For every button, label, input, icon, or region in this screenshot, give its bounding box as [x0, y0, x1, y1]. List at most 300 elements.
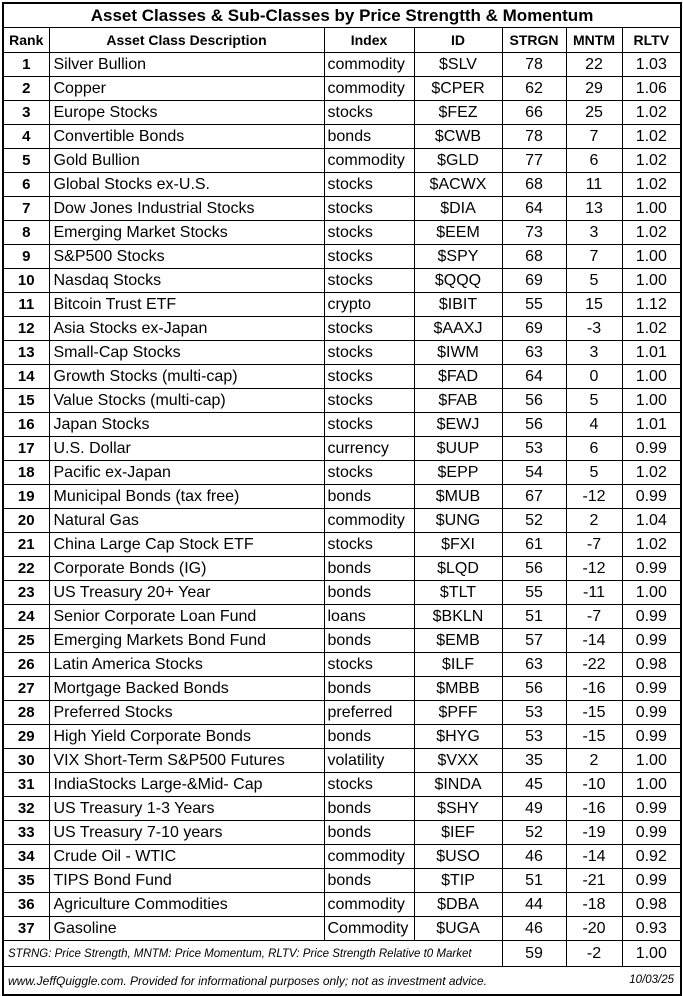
id-cell: $SHY [414, 797, 502, 821]
description-cell: China Large Cap Stock ETF [49, 533, 324, 557]
index-cell: commodity [324, 53, 414, 77]
description-cell: Global Stocks ex-U.S. [49, 173, 324, 197]
index-cell: loans [324, 605, 414, 629]
description-cell: Japan Stocks [49, 413, 324, 437]
legend-text: STRNG: Price Strength, MNTM: Price Momentum, RLTV: Price Strength Relative t0 Market [3, 941, 502, 967]
mntm-cell: 5 [566, 389, 622, 413]
index-cell: commodity [324, 509, 414, 533]
id-cell: $EWJ [414, 413, 502, 437]
table-row [3, 149, 681, 173]
description-cell: High Yield Corporate Bonds [49, 725, 324, 749]
mntm-cell: -21 [566, 869, 622, 893]
description-cell: Bitcoin Trust ETF [49, 293, 324, 317]
rank-cell: 24 [3, 605, 49, 629]
id-cell: $MUB [414, 485, 502, 509]
strgn-cell: 57 [502, 629, 566, 653]
index-cell: bonds [324, 869, 414, 893]
strgn-cell: 61 [502, 533, 566, 557]
id-cell: $ACWX [414, 173, 502, 197]
rank-cell: 14 [3, 365, 49, 389]
table-row [3, 557, 681, 581]
table-row [3, 917, 681, 941]
description-cell: Preferred Stocks [49, 701, 324, 725]
rank-cell: 10 [3, 269, 49, 293]
table-row [3, 845, 681, 869]
id-cell: $DBA [414, 893, 502, 917]
id-cell: $HYG [414, 725, 502, 749]
table-row [3, 317, 681, 341]
rank-cell: 9 [3, 245, 49, 269]
strgn-cell: 73 [502, 221, 566, 245]
strgn-cell: 64 [502, 197, 566, 221]
rank-cell: 37 [3, 917, 49, 941]
rltv-cell: 1.02 [622, 221, 681, 245]
table-row [3, 581, 681, 605]
id-cell: $LQD [414, 557, 502, 581]
rltv-cell: 0.99 [622, 821, 681, 845]
column-header-mntm: MNTM [566, 28, 622, 53]
table-row [3, 509, 681, 533]
strgn-cell: 64 [502, 365, 566, 389]
index-cell: stocks [324, 341, 414, 365]
table-row [3, 677, 681, 701]
description-cell: US Treasury 1-3 Years [49, 797, 324, 821]
rltv-cell: 1.04 [622, 509, 681, 533]
rltv-cell: 1.12 [622, 293, 681, 317]
column-header-rltv: RLTV [622, 28, 681, 53]
table-row [3, 437, 681, 461]
rank-cell: 29 [3, 725, 49, 749]
index-cell: stocks [324, 413, 414, 437]
rank-cell: 34 [3, 845, 49, 869]
strgn-cell: 66 [502, 101, 566, 125]
table-row [3, 653, 681, 677]
mntm-cell: 29 [566, 77, 622, 101]
table-row [3, 605, 681, 629]
strgn-cell: 44 [502, 893, 566, 917]
table-row [3, 533, 681, 557]
rltv-cell: 1.00 [622, 773, 681, 797]
id-cell: $VXX [414, 749, 502, 773]
rltv-cell: 1.02 [622, 461, 681, 485]
id-cell: $DIA [414, 197, 502, 221]
description-cell: Pacific ex-Japan [49, 461, 324, 485]
table-row [3, 725, 681, 749]
mntm-cell: 13 [566, 197, 622, 221]
footer-disclaimer: www.JeffQuiggle.com. Provided for informational purposes only; not as investment advice. [8, 973, 487, 988]
index-cell: bonds [324, 677, 414, 701]
table-body [3, 53, 681, 941]
mntm-cell: 22 [566, 53, 622, 77]
index-cell: preferred [324, 701, 414, 725]
column-header-strgn: STRGN [502, 28, 566, 53]
table-row [3, 125, 681, 149]
id-cell: $EMB [414, 629, 502, 653]
rank-cell: 1 [3, 53, 49, 77]
index-cell: stocks [324, 653, 414, 677]
rltv-cell: 0.99 [622, 485, 681, 509]
rltv-cell: 1.00 [622, 389, 681, 413]
description-cell: Senior Corporate Loan Fund [49, 605, 324, 629]
index-cell: stocks [324, 389, 414, 413]
table-row [3, 893, 681, 917]
table-row [3, 413, 681, 437]
index-cell: stocks [324, 245, 414, 269]
mntm-cell: -20 [566, 917, 622, 941]
strgn-cell: 55 [502, 581, 566, 605]
column-header-id: ID [414, 28, 502, 53]
table-row [3, 461, 681, 485]
description-cell: Growth Stocks (multi-cap) [49, 365, 324, 389]
mntm-cell: 15 [566, 293, 622, 317]
strgn-cell: 68 [502, 245, 566, 269]
index-cell: Commodity [324, 917, 414, 941]
strgn-cell: 69 [502, 317, 566, 341]
rltv-cell: 0.99 [622, 701, 681, 725]
mntm-cell: 7 [566, 125, 622, 149]
rank-cell: 26 [3, 653, 49, 677]
table-row [3, 821, 681, 845]
rank-cell: 3 [3, 101, 49, 125]
id-cell: $IEF [414, 821, 502, 845]
rank-cell: 15 [3, 389, 49, 413]
id-cell: $FAB [414, 389, 502, 413]
mntm-cell: -16 [566, 797, 622, 821]
id-cell: $IBIT [414, 293, 502, 317]
rank-cell: 11 [3, 293, 49, 317]
rank-cell: 30 [3, 749, 49, 773]
strgn-cell: 68 [502, 173, 566, 197]
rltv-cell: 0.99 [622, 557, 681, 581]
strgn-cell: 46 [502, 917, 566, 941]
id-cell: $UGA [414, 917, 502, 941]
rank-cell: 27 [3, 677, 49, 701]
index-cell: stocks [324, 773, 414, 797]
description-cell: Corporate Bonds (IG) [49, 557, 324, 581]
rltv-cell: 1.02 [622, 317, 681, 341]
index-cell: commodity [324, 149, 414, 173]
index-cell: bonds [324, 581, 414, 605]
table-row [3, 77, 681, 101]
table-row [3, 197, 681, 221]
mntm-cell: -10 [566, 773, 622, 797]
rltv-cell: 0.99 [622, 797, 681, 821]
strgn-cell: 53 [502, 437, 566, 461]
index-cell: stocks [324, 197, 414, 221]
table-row [3, 173, 681, 197]
strgn-cell: 56 [502, 413, 566, 437]
description-cell: Gold Bullion [49, 149, 324, 173]
rltv-cell: 1.00 [622, 365, 681, 389]
mntm-cell: 4 [566, 413, 622, 437]
rank-cell: 22 [3, 557, 49, 581]
rltv-cell: 1.01 [622, 413, 681, 437]
rltv-cell: 0.98 [622, 893, 681, 917]
mntm-cell: 5 [566, 461, 622, 485]
rank-cell: 6 [3, 173, 49, 197]
table-row [3, 293, 681, 317]
rank-cell: 19 [3, 485, 49, 509]
strgn-cell: 55 [502, 293, 566, 317]
description-cell: S&P500 Stocks [49, 245, 324, 269]
mntm-cell: 3 [566, 221, 622, 245]
id-cell: $CPER [414, 77, 502, 101]
id-cell: $GLD [414, 149, 502, 173]
index-cell: stocks [324, 365, 414, 389]
rank-cell: 23 [3, 581, 49, 605]
rltv-cell: 1.01 [622, 341, 681, 365]
id-cell: $UUP [414, 437, 502, 461]
description-cell: Nasdaq Stocks [49, 269, 324, 293]
description-cell: Mortgage Backed Bonds [49, 677, 324, 701]
mntm-cell: 5 [566, 269, 622, 293]
id-cell: $EPP [414, 461, 502, 485]
index-cell: volatility [324, 749, 414, 773]
mntm-cell: -3 [566, 317, 622, 341]
table-row [3, 485, 681, 509]
table-row [3, 341, 681, 365]
rank-cell: 12 [3, 317, 49, 341]
rltv-cell: 0.99 [622, 725, 681, 749]
rank-cell: 32 [3, 797, 49, 821]
rltv-cell: 1.03 [622, 53, 681, 77]
mntm-cell: 7 [566, 245, 622, 269]
rltv-cell: 0.93 [622, 917, 681, 941]
index-cell: stocks [324, 269, 414, 293]
description-cell: Emerging Markets Bond Fund [49, 629, 324, 653]
column-header-rank: Rank [3, 28, 49, 53]
strgn-cell: 35 [502, 749, 566, 773]
rank-cell: 35 [3, 869, 49, 893]
rank-cell: 18 [3, 461, 49, 485]
id-cell: $FEZ [414, 101, 502, 125]
mntm-cell: -22 [566, 653, 622, 677]
strgn-cell: 63 [502, 341, 566, 365]
index-cell: currency [324, 437, 414, 461]
mntm-cell: -15 [566, 725, 622, 749]
id-cell: $MBB [414, 677, 502, 701]
index-cell: bonds [324, 821, 414, 845]
header-row [3, 28, 681, 53]
rank-cell: 33 [3, 821, 49, 845]
rltv-cell: 1.02 [622, 533, 681, 557]
id-cell: $ILF [414, 653, 502, 677]
id-cell: $EEM [414, 221, 502, 245]
rank-cell: 13 [3, 341, 49, 365]
description-cell: VIX Short-Term S&P500 Futures [49, 749, 324, 773]
rltv-cell: 0.92 [622, 845, 681, 869]
rltv-cell: 1.00 [622, 197, 681, 221]
description-cell: Value Stocks (multi-cap) [49, 389, 324, 413]
description-cell: Agriculture Commodities [49, 893, 324, 917]
rltv-cell: 1.06 [622, 77, 681, 101]
rank-cell: 5 [3, 149, 49, 173]
strgn-cell: 78 [502, 53, 566, 77]
description-cell: Crude Oil - WTIC [49, 845, 324, 869]
table-row [3, 797, 681, 821]
id-cell: $TIP [414, 869, 502, 893]
rltv-cell: 1.02 [622, 101, 681, 125]
description-cell: Latin America Stocks [49, 653, 324, 677]
mntm-cell: -7 [566, 605, 622, 629]
rank-cell: 31 [3, 773, 49, 797]
table-row [3, 629, 681, 653]
table-row [3, 53, 681, 77]
index-cell: stocks [324, 533, 414, 557]
strgn-cell: 56 [502, 557, 566, 581]
id-cell: $PFF [414, 701, 502, 725]
id-cell: $USO [414, 845, 502, 869]
id-cell: $AAXJ [414, 317, 502, 341]
rltv-cell: 1.00 [622, 269, 681, 293]
mntm-cell: -15 [566, 701, 622, 725]
description-cell: Asia Stocks ex-Japan [49, 317, 324, 341]
index-cell: stocks [324, 461, 414, 485]
rank-cell: 25 [3, 629, 49, 653]
index-cell: commodity [324, 893, 414, 917]
description-cell: Gasoline [49, 917, 324, 941]
table-row [3, 389, 681, 413]
id-cell: $CWB [414, 125, 502, 149]
table-row [3, 245, 681, 269]
strgn-cell: 54 [502, 461, 566, 485]
mntm-cell: 6 [566, 437, 622, 461]
table-row [3, 365, 681, 389]
description-cell: Silver Bullion [49, 53, 324, 77]
index-cell: commodity [324, 845, 414, 869]
rank-cell: 21 [3, 533, 49, 557]
strgn-cell: 52 [502, 821, 566, 845]
market-summary-row [3, 941, 681, 967]
description-cell: Small-Cap Stocks [49, 341, 324, 365]
market-strgn: 59 [502, 941, 566, 967]
id-cell: $BKLN [414, 605, 502, 629]
mntm-cell: 6 [566, 149, 622, 173]
strgn-cell: 62 [502, 77, 566, 101]
strgn-cell: 67 [502, 485, 566, 509]
strgn-cell: 51 [502, 605, 566, 629]
rltv-cell: 1.00 [622, 749, 681, 773]
mntm-cell: -12 [566, 485, 622, 509]
rank-cell: 7 [3, 197, 49, 221]
index-cell: commodity [324, 77, 414, 101]
index-cell: stocks [324, 317, 414, 341]
table-row [3, 869, 681, 893]
rank-cell: 8 [3, 221, 49, 245]
strgn-cell: 51 [502, 869, 566, 893]
description-cell: US Treasury 20+ Year [49, 581, 324, 605]
rltv-cell: 1.02 [622, 149, 681, 173]
mntm-cell: -16 [566, 677, 622, 701]
id-cell: $FXI [414, 533, 502, 557]
id-cell: $FAD [414, 365, 502, 389]
id-cell: $UNG [414, 509, 502, 533]
column-header-index: Index [324, 28, 414, 53]
rank-cell: 20 [3, 509, 49, 533]
rltv-cell: 0.99 [622, 629, 681, 653]
mntm-cell: -14 [566, 845, 622, 869]
rank-cell: 4 [3, 125, 49, 149]
table-row [3, 269, 681, 293]
id-cell: $INDA [414, 773, 502, 797]
table-row [3, 221, 681, 245]
market-mntm: -2 [566, 941, 622, 967]
strgn-cell: 69 [502, 269, 566, 293]
rltv-cell: 0.99 [622, 605, 681, 629]
mntm-cell: 11 [566, 173, 622, 197]
index-cell: stocks [324, 101, 414, 125]
rltv-cell: 1.00 [622, 245, 681, 269]
strgn-cell: 56 [502, 677, 566, 701]
rank-cell: 16 [3, 413, 49, 437]
table-row [3, 749, 681, 773]
strgn-cell: 56 [502, 389, 566, 413]
index-cell: bonds [324, 557, 414, 581]
rltv-cell: 0.98 [622, 653, 681, 677]
strgn-cell: 53 [502, 725, 566, 749]
table-row [3, 101, 681, 125]
index-cell: bonds [324, 125, 414, 149]
mntm-cell: -19 [566, 821, 622, 845]
id-cell: $TLT [414, 581, 502, 605]
rank-cell: 36 [3, 893, 49, 917]
mntm-cell: 2 [566, 509, 622, 533]
mntm-cell: 2 [566, 749, 622, 773]
page-title: Asset Classes & Sub-Classes by Price Strengtth & Momentum [3, 3, 681, 28]
index-cell: bonds [324, 797, 414, 821]
strgn-cell: 52 [502, 509, 566, 533]
id-cell: $IWM [414, 341, 502, 365]
id-cell: $SPY [414, 245, 502, 269]
rltv-cell: 0.99 [622, 437, 681, 461]
rank-cell: 28 [3, 701, 49, 725]
rltv-cell: 1.00 [622, 581, 681, 605]
strgn-cell: 63 [502, 653, 566, 677]
asset-class-table [2, 2, 682, 996]
mntm-cell: -11 [566, 581, 622, 605]
mntm-cell: -12 [566, 557, 622, 581]
index-cell: stocks [324, 221, 414, 245]
index-cell: bonds [324, 725, 414, 749]
description-cell: TIPS Bond Fund [49, 869, 324, 893]
mntm-cell: -18 [566, 893, 622, 917]
mntm-cell: 25 [566, 101, 622, 125]
table-row [3, 701, 681, 725]
strgn-cell: 45 [502, 773, 566, 797]
id-cell: $SLV [414, 53, 502, 77]
description-cell: Municipal Bonds (tax free) [49, 485, 324, 509]
description-cell: US Treasury 7-10 years [49, 821, 324, 845]
strgn-cell: 46 [502, 845, 566, 869]
footer-date: 10/03/25 [629, 973, 675, 986]
mntm-cell: -7 [566, 533, 622, 557]
rank-cell: 17 [3, 437, 49, 461]
strgn-cell: 77 [502, 149, 566, 173]
rltv-cell: 0.99 [622, 677, 681, 701]
index-cell: bonds [324, 485, 414, 509]
rank-cell: 2 [3, 77, 49, 101]
description-cell: U.S. Dollar [49, 437, 324, 461]
rltv-cell: 1.02 [622, 173, 681, 197]
mntm-cell: 0 [566, 365, 622, 389]
strgn-cell: 53 [502, 701, 566, 725]
table-row [3, 773, 681, 797]
index-cell: crypto [324, 293, 414, 317]
strgn-cell: 78 [502, 125, 566, 149]
strgn-cell: 49 [502, 797, 566, 821]
index-cell: bonds [324, 629, 414, 653]
description-cell: Dow Jones Industrial Stocks [49, 197, 324, 221]
